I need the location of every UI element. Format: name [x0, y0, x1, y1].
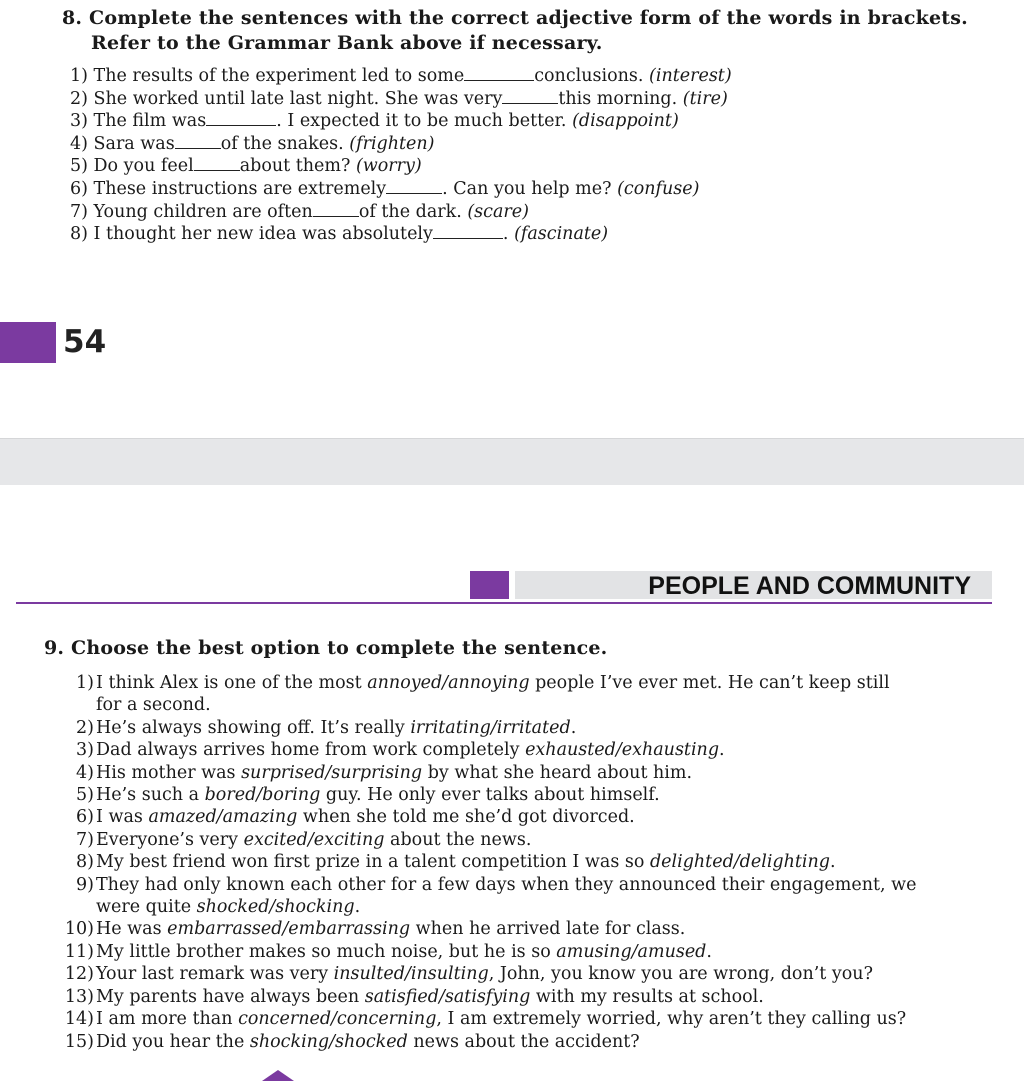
item-text: He was — [96, 919, 168, 940]
list-item — [58, 874, 998, 919]
base-word: (disappoint) — [572, 111, 679, 132]
item-text: 3) The film was — [70, 111, 207, 132]
item-text: guy. He only ever talks about himself. — [320, 785, 660, 806]
item-number: 1) — [76, 673, 94, 693]
item-text-continued: were quite — [96, 897, 197, 918]
item-text: . — [502, 224, 509, 245]
item-text: 2) She worked until late last night. She was very — [70, 88, 503, 109]
item-text: Did you hear the — [96, 1031, 250, 1052]
item-number: 2) — [76, 717, 94, 738]
item-text: My little brother makes so much noise, but he is so — [96, 941, 557, 962]
base-word: (worry) — [355, 156, 422, 177]
section-title: PEOPLE AND COMMUNITY — [648, 572, 971, 600]
list-item — [70, 88, 732, 111]
base-word: (fascinate) — [514, 224, 609, 245]
exercise-9-title: 9. Choose the best option to complete the sentence. — [44, 637, 608, 659]
item-text: news about the accident? — [407, 1031, 640, 1052]
item-text: conclusions. — [534, 66, 644, 86]
item-text: His mother was — [96, 762, 242, 783]
item-number: 4) — [76, 762, 94, 783]
item-text: . — [706, 941, 712, 962]
page-number: 54 — [63, 324, 107, 360]
option-pair[interactable]: irritating/irritated — [410, 717, 571, 738]
list-item — [58, 739, 998, 761]
list-item — [58, 806, 998, 828]
list-item — [58, 851, 998, 873]
exercise-9-list — [58, 672, 998, 1053]
option-pair[interactable]: insulted/insulting — [333, 964, 489, 985]
list-item — [58, 1031, 998, 1053]
item-text: 8) I thought her new idea was absolutely — [70, 224, 433, 245]
item-text: . — [570, 717, 577, 738]
item-text: He’s such a — [96, 785, 205, 806]
item-number: 14) — [64, 1009, 94, 1030]
option-pair[interactable]: shocking/shocked — [249, 1031, 408, 1052]
option-pair[interactable]: excited/exciting — [243, 829, 385, 850]
section-marker — [470, 571, 509, 599]
option-pair[interactable]: annoyed/annoying — [367, 673, 530, 693]
exercise-8-title-line1: 8. Complete the sentences with the correct adjective form of the words in brackets. — [62, 7, 968, 29]
page-number-bar — [0, 322, 56, 363]
page-marker-triangle — [262, 1070, 294, 1081]
item-text: 1) The results of the experiment led to some — [70, 66, 465, 86]
exercise-8-title-line2: Refer to the Grammar Bank above if necessary. — [91, 32, 603, 54]
list-item — [58, 784, 998, 806]
list-item — [58, 986, 998, 1008]
item-text: . — [830, 852, 836, 873]
item-text: I think Alex is one of the most — [96, 673, 368, 693]
item-number: 13) — [64, 986, 94, 1007]
item-number: 12) — [64, 964, 94, 985]
answer-blank[interactable] — [433, 224, 503, 239]
option-pair[interactable]: amusing/amused — [556, 941, 707, 962]
item-text: , I am extremely worried, why aren’t they calling us? — [436, 1009, 907, 1030]
list-item — [58, 829, 998, 851]
option-pair[interactable]: bored/boring — [204, 785, 321, 806]
page-separator — [0, 438, 1024, 486]
exercise-8-title — [62, 6, 1012, 56]
item-text: Your last remark was very — [96, 964, 334, 985]
list-item — [70, 65, 732, 88]
item-text-continued: for a second. — [96, 695, 211, 716]
list-item — [58, 963, 998, 985]
option-pair[interactable]: delighted/delighting — [649, 852, 830, 873]
answer-blank[interactable] — [464, 66, 534, 81]
item-text: . — [719, 740, 725, 761]
item-text: when she told me she’d got divorced. — [297, 807, 635, 828]
item-text: with my results at school. — [530, 986, 764, 1007]
item-number: 3) — [76, 740, 94, 761]
item-text: of the snakes. — [220, 133, 344, 154]
item-text: 5) Do you feel — [70, 156, 194, 177]
item-text: My parents have always been — [96, 986, 365, 1007]
option-pair[interactable]: embarrassed/embarrassing — [167, 919, 411, 940]
option-pair[interactable]: shocked/shocking — [196, 897, 355, 918]
item-text: 4) Sara was — [70, 133, 175, 154]
base-word: (tire) — [682, 88, 728, 109]
option-pair[interactable]: exhausted/exhausting — [525, 740, 720, 761]
item-number: 6) — [76, 807, 94, 828]
item-text: . Can you help me? — [442, 178, 612, 199]
item-text: Dad always arrives home from work completely — [96, 740, 526, 761]
base-word: (interest) — [649, 66, 732, 86]
item-text: about them? — [239, 156, 351, 177]
option-pair[interactable]: satisfied/satisfying — [364, 986, 531, 1007]
item-number: 10) — [64, 919, 94, 940]
base-word: (frighten) — [349, 133, 435, 154]
item-text: . I expected it to be much better. — [276, 111, 567, 132]
list-item — [70, 155, 732, 178]
list-item — [58, 1008, 998, 1030]
item-number: 9) — [76, 874, 94, 895]
list-item — [70, 223, 732, 246]
list-item — [70, 133, 732, 156]
list-item — [58, 672, 998, 717]
base-word: (scare) — [467, 201, 529, 222]
list-item — [58, 918, 998, 940]
item-text: people I’ve ever met. He can’t keep still — [529, 673, 890, 693]
item-number: 8) — [76, 852, 94, 873]
list-item — [70, 110, 732, 133]
item-text: They had only known each other for a few days when they announced their engagement, we — [96, 874, 917, 895]
item-text: of the dark. — [358, 201, 462, 222]
option-pair[interactable]: amazed/amazing — [148, 807, 298, 828]
item-text: He’s always showing off. It’s really — [96, 717, 411, 738]
item-number: 11) — [64, 941, 94, 962]
answer-blank[interactable] — [386, 179, 442, 194]
item-text: 7) Young children are often — [70, 201, 313, 222]
item-text: this morning. — [558, 88, 678, 109]
item-number: 7) — [76, 829, 94, 850]
answer-blank[interactable] — [206, 111, 276, 126]
list-item — [70, 178, 732, 201]
item-number: 15) — [64, 1031, 94, 1052]
item-text: I was — [96, 807, 149, 828]
answer-blank[interactable] — [502, 89, 558, 104]
item-text: 6) These instructions are extremely — [70, 178, 387, 199]
answer-blank[interactable] — [194, 156, 240, 171]
list-item — [58, 717, 998, 739]
list-item — [70, 201, 732, 224]
option-pair[interactable]: concerned/concerning — [238, 1009, 437, 1030]
item-text: . — [354, 897, 361, 918]
answer-blank[interactable] — [313, 202, 359, 217]
base-word: (confuse) — [617, 178, 700, 199]
item-text: about the news. — [384, 829, 532, 850]
item-text: , John, you know you are wrong, don’t you? — [488, 964, 873, 985]
option-pair[interactable]: surprised/surprising — [241, 762, 423, 783]
item-text: I am more than — [96, 1009, 239, 1030]
item-text: Everyone’s very — [96, 829, 244, 850]
exercise-8-list — [70, 65, 732, 246]
item-text: by what she heard about him. — [422, 762, 693, 783]
answer-blank[interactable] — [175, 134, 221, 149]
item-text: My best friend won first prize in a talent competition I was so — [96, 852, 650, 873]
section-divider — [16, 602, 992, 604]
list-item — [58, 941, 998, 963]
item-number: 5) — [76, 785, 94, 806]
item-text: when he arrived late for class. — [410, 919, 686, 940]
list-item — [58, 762, 998, 784]
